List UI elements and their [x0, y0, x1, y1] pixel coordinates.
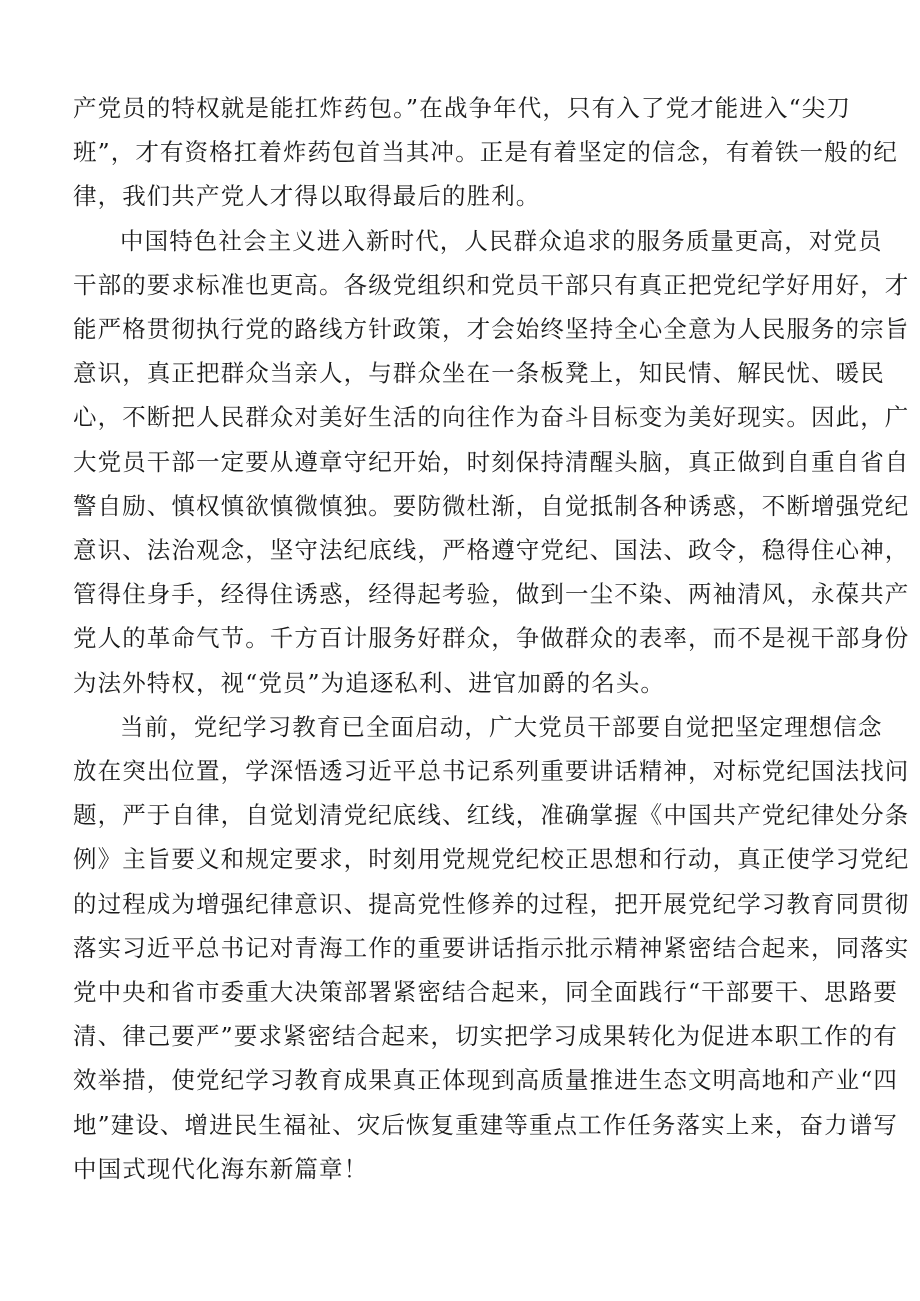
text-line: 管得住身手，经得住诱惑，经得起考验，做到一尘不染、两袖清风，永葆共产 — [73, 580, 910, 609]
text-line: 当前，党纪学习教育已全面启动，广大党员干部要自觉把坚定理想信念 — [120, 712, 883, 741]
text-line: 党人的革命气节。千方百计服务好群众，争做群众的表率，而不是视干部身份 — [73, 624, 910, 653]
text-line: 中国特色社会主义进入新时代，人民群众追求的服务质量更高，对党员 — [120, 226, 883, 255]
text-line: 律，我们共产党人才得以取得最后的胜利。 — [73, 182, 541, 211]
text-line: 警自励、慎权慎欲慎微慎独。要防微杜渐，自觉抵制各种诱惑，不断增强党纪 — [73, 491, 910, 520]
text-line: 班”，才有资格扛着炸药包首当其冲。正是有着坚定的信念，有着铁一般的纪 — [73, 138, 898, 167]
text-line: 意识、法治观念，坚守法纪底线，严格遵守党纪、国法、政令，稳得住心神， — [73, 536, 910, 565]
text-line: 题，严于自律，自觉划清党纪底线、红线，准确掌握《中国共产党纪律处分条 — [73, 801, 910, 830]
text-line: 例》主旨要义和规定要求，时刻用党规党纪校正思想和行动，真正使学习党纪 — [73, 845, 910, 874]
paragraph — [73, 86, 898, 219]
paragraph — [73, 705, 910, 1191]
text-line: 放在突出位置，学深悟透习近平总书记系列重要讲话精神，对标党纪国法找问 — [73, 757, 910, 786]
text-line: 心，不断把人民群众对美好生活的向往作为奋斗目标变为美好现实。因此，广 — [73, 403, 910, 432]
text-line: 大党员干部一定要从遵章守纪开始，时刻保持清醒头脑，真正做到自重自省自 — [73, 447, 910, 476]
text-line: 产党员的特权就是能扛炸药包。”在战争年代，只有入了党才能进入“尖刀 — [73, 94, 851, 122]
text-line: 清、律己要严”要求紧密结合起来，切实把学习成果转化为促进本职工作的有 — [73, 1022, 898, 1051]
text-line: 落实习近平总书记对青海工作的重要讲话指示批示精神紧密结合起来，同落实 — [73, 933, 910, 962]
text-line: 为法外特权，视“党员”为追逐私利、进官加爵的名头。 — [73, 668, 666, 697]
text-line: 能严格贯彻执行党的路线方针政策，才会始终坚持全心全意为人民服务的宗旨 — [73, 315, 910, 344]
body-text — [73, 86, 910, 1191]
text-line: 地”建设、增进民生福祉、灾后恢复重建等重点工作任务落实上来，奋力谱写 — [73, 1110, 898, 1139]
text-line: 意识，真正把群众当亲人，与群众坐在一条板凳上，知民情、解民忧、暖民 — [73, 359, 885, 388]
text-line: 效举措，使党纪学习教育成果真正体现到高质量推进生态文明高地和产业“四 — [73, 1066, 898, 1095]
text-line: 的过程成为增强纪律意识、提高党性修养的过程，把开展党纪学习教育同贯彻 — [73, 889, 910, 918]
paragraph — [73, 219, 910, 705]
text-line: 中国式现代化海东新篇章！ — [73, 1154, 369, 1183]
text-line: 党中央和省市委重大决策部署紧密结合起来，同全面践行“干部要干、思路要 — [73, 978, 898, 1007]
text-line: 干部的要求标准也更高。各级党组织和党员干部只有真正把党纪学好用好，才 — [73, 270, 910, 299]
